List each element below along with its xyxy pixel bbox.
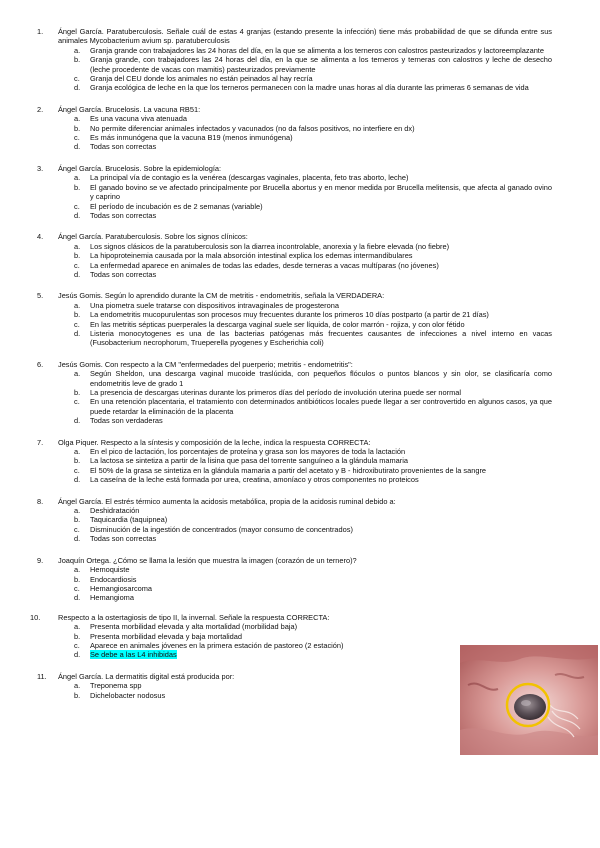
- option-b: [74, 574, 450, 584]
- option-a: [74, 447, 552, 457]
- option-a: [74, 506, 552, 516]
- option-letter: b.: [74, 456, 81, 466]
- question-number: 1.: [37, 27, 44, 36]
- option-c: [74, 74, 552, 84]
- question-text: Respecto a la ostertagiosis de tipo II, la invernal. Señale la respuesta CORRECTA:: [58, 612, 330, 622]
- option-letter: c.: [74, 524, 80, 534]
- option-letter: c.: [74, 583, 80, 593]
- option-letter: a.: [74, 681, 81, 691]
- option-text: Todas son correctas: [90, 210, 157, 220]
- heart-lesion-photo: [460, 645, 598, 755]
- option-list: [0, 46, 600, 93]
- option-text: El ganado bovino se ve afectado principalmente por Brucella abortus y en menor medida por Brucella melitensis, que afecta al ganado ovino y caprino: [90, 182, 552, 202]
- option-c: [74, 260, 552, 270]
- option-a: [74, 300, 552, 310]
- option-a: [74, 45, 552, 55]
- option-text: Es más inmunógena que la vacuna B19 (menos inmunógena): [90, 133, 293, 143]
- highlighted-answer: Se debe a las L4 inhibidas: [90, 650, 177, 660]
- question-number: 3.: [37, 163, 44, 173]
- option-text: Hemoquiste: [90, 565, 130, 575]
- question-text: Ángel García. Paratuberculosis. Señale cuál de estas 4 granjas (estando presente la infección) tiene más probabilidad de que se difunda entre sus animales Mycobacterium avium sp. paratuberculosis: [58, 27, 552, 46]
- question-text: Joaquín Ortega. ¿Cómo se llama la lesión que muestra la imagen (corazón de un ternero)?: [58, 555, 357, 565]
- option-b: [74, 310, 552, 320]
- option-text: La endometritis mucopurulentas son procesos muy frecuentes durante los primeros 10 días postparto (a partir de 21 días): [90, 310, 489, 320]
- option-c: [74, 133, 552, 143]
- option-letter: b.: [74, 55, 81, 65]
- option-text: En una retención placentaria, el tratamiento con determinados antibióticos locales puede llegar a ser controvertido en algunos casos, ya que puede retardar la eliminación de la placenta: [90, 397, 552, 416]
- option-letter: b.: [74, 515, 81, 525]
- question-number: 6.: [37, 359, 44, 369]
- option-d: [74, 142, 552, 152]
- option-a: [74, 173, 552, 183]
- question-number: 4.: [37, 232, 44, 242]
- option-text: No permite diferenciar animales infectados y vacunados (no da falsos positivos, no interfiere en dx): [90, 123, 415, 133]
- option-d: [74, 269, 552, 279]
- option-d: [74, 416, 552, 426]
- option-letter: c.: [74, 74, 80, 84]
- option-letter: c.: [74, 397, 80, 407]
- option-text: Disminución de la ingestión de concentrados (mayor consumo de concentrados): [90, 524, 353, 534]
- option-letter: a.: [74, 114, 81, 124]
- option-b: [74, 388, 552, 397]
- option-letter: a.: [74, 45, 81, 55]
- option-a: [74, 369, 552, 388]
- option-text: Treponema spp: [90, 681, 142, 691]
- option-letter: b.: [74, 388, 81, 397]
- option-text: La principal vía de contagio es la venérea (descargas vaginales, placenta, feto tras aborto, leche): [90, 173, 409, 183]
- question-1: [0, 27, 600, 93]
- option-b: [74, 456, 552, 466]
- option-text: La presencia de descargas uterinas durante los primeros días del período de involución uterina puede ser normal: [90, 388, 461, 397]
- option-list: [0, 565, 600, 603]
- option-text: El período de incubación es de 2 semanas (variable): [90, 201, 263, 211]
- option-letter: b.: [74, 631, 81, 641]
- option-letter: b.: [74, 310, 81, 320]
- option-text: Todas son correctas: [90, 142, 157, 152]
- option-d: [74, 475, 552, 485]
- option-letter: a.: [74, 241, 81, 251]
- option-a: [74, 241, 552, 251]
- option-text: La hipoproteinemia causada por la mala absorción intestinal explica los edemas intermandibulares: [90, 251, 413, 261]
- option-text: Granja del CEU donde los animales no están peinados al hay recría: [90, 74, 313, 84]
- question-number: 2.: [37, 104, 44, 114]
- question-4: [0, 232, 600, 279]
- option-letter: c.: [74, 201, 80, 211]
- option-text: La caseína de la leche está formada por urea, creatina, amoníaco y otros componentes no proteicos: [90, 475, 419, 485]
- option-letter: c.: [74, 319, 80, 329]
- question-number: 7.: [37, 437, 44, 447]
- option-list: [0, 447, 600, 485]
- option-text: Todas son correctas: [90, 269, 157, 279]
- option-letter: a.: [74, 447, 81, 457]
- option-text: En el pico de lactación, los porcentajes de proteína y grasa son los mayores de toda la lactación: [90, 447, 406, 457]
- option-d: [74, 650, 450, 660]
- question-list: [0, 27, 600, 712]
- question-number: 10.: [30, 612, 41, 622]
- option-letter: d.: [74, 328, 81, 338]
- option-list: [0, 369, 600, 425]
- option-letter: c.: [74, 465, 80, 475]
- option-text: Granja grande con trabajadores las 24 horas del día, en la que se alimenta a los terneros con calostros pasteurizados y lactoreemplazante: [90, 45, 544, 55]
- question-7: [0, 438, 600, 485]
- option-text: Granja ecológica de leche en la que los terneros permanecen con la madre unas horas al día durante las primeras 6 semanas de vida: [90, 83, 529, 93]
- option-letter: d.: [74, 475, 81, 485]
- option-list: [0, 301, 600, 348]
- option-text: Todas son correctas: [90, 534, 157, 544]
- option-a: [74, 565, 450, 575]
- option-letter: c.: [74, 260, 80, 270]
- option-text: Una piometra suele tratarse con dispositivos intravaginales de progesterona: [90, 300, 339, 310]
- question-6: [0, 360, 600, 426]
- question-number: 11.: [37, 671, 47, 681]
- option-text: Listeria monocytogenes es una de las bacterias patógenas más frecuentes causantes de infecciones a nivel interno en vacas (Fusobacterium necrophorum, Trueperella pyogenes y Escherichia coli): [90, 328, 552, 348]
- option-text: Presenta morbilidad elevada y baja mortalidad: [90, 631, 243, 641]
- option-c: [74, 201, 552, 211]
- option-letter: a.: [74, 565, 81, 575]
- option-letter: d.: [74, 269, 81, 279]
- option-text: Deshidratación: [90, 506, 140, 516]
- option-b: [74, 515, 552, 525]
- option-text: Es una vacuna viva atenuada: [90, 114, 187, 124]
- option-letter: b.: [74, 182, 81, 192]
- option-text: Aparece en animales jóvenes en la primera estación de pastoreo (2 estación): [90, 640, 344, 650]
- option-letter: c.: [74, 640, 80, 650]
- option-c: [74, 397, 552, 416]
- option-c: [74, 524, 552, 534]
- option-list: [0, 506, 600, 544]
- option-text: Los signos clásicos de la paratuberculosis son la diarrea incontrolable, anorexia y la fiebre elevada (no fiebre): [90, 241, 450, 251]
- option-b: [74, 631, 450, 641]
- question-2: [0, 105, 600, 152]
- option-c: [74, 583, 450, 593]
- option-letter: d.: [74, 210, 81, 220]
- option-list: [0, 173, 600, 220]
- question-number: 8.: [37, 496, 44, 506]
- option-d: [74, 534, 552, 544]
- option-letter: d.: [74, 534, 81, 544]
- option-text: Taquicardia (taquipnea): [90, 515, 168, 525]
- option-letter: d.: [74, 83, 81, 93]
- option-letter: b.: [74, 123, 81, 133]
- option-list: [0, 114, 600, 152]
- question-text: Ángel García. La dermatitis digital está producida por:: [58, 671, 235, 681]
- option-a: [74, 622, 450, 632]
- option-letter: a.: [74, 300, 81, 310]
- option-letter: d.: [74, 593, 81, 603]
- option-letter: b.: [74, 690, 81, 700]
- option-letter: a.: [74, 622, 81, 632]
- option-text: Presenta morbilidad elevada y alta mortalidad (morbilidad baja): [90, 622, 298, 632]
- option-d: [74, 328, 552, 348]
- option-text: La lactosa se sintetiza a partir de la lisina que pasa del torrente sanguíneo a la glándula mamaria: [90, 456, 408, 466]
- option-b: [74, 123, 552, 133]
- option-text: Según Sheldon, una descarga vaginal mucoide traslúcida, con pequeños flóculos o puntos blancos y sin olor, se clasificaría como endometritis leve de grado 1: [90, 369, 552, 388]
- option-c: [74, 319, 552, 329]
- question-number: 9.: [37, 555, 44, 565]
- question-text: Jesús Gomis. Con respecto a la CM "enfermedades del puerperio; metritis - endometritis":: [58, 359, 353, 369]
- option-b: [74, 55, 552, 74]
- option-c: [74, 465, 552, 475]
- option-letter: a.: [74, 173, 81, 183]
- option-text: Dichelobacter nodosus: [90, 690, 166, 700]
- option-list: [0, 242, 600, 280]
- option-text: Hemangiosarcoma: [90, 583, 153, 593]
- option-text: Todas son verdaderas: [90, 416, 163, 426]
- option-text: El 50% de la grasa se sintetiza en la glándula mamaria a partir del acetato y B - hidroxibutirato provenientes de la sangre: [90, 465, 487, 475]
- question-9: [0, 556, 600, 603]
- option-letter: b.: [74, 574, 81, 584]
- question-text: Olga Piquer. Respecto a la síntesis y composición de la leche, indica la respuesta CORRECTA:: [58, 437, 371, 447]
- question-text: Ángel García. Brucelosis. Sobre la epidemiología:: [58, 163, 222, 173]
- option-letter: c.: [74, 133, 80, 143]
- option-text: La enfermedad aparece en animales de todas las edades, desde terneras a vacas multíparas (no jóvenes): [90, 260, 439, 270]
- option-d: [74, 210, 552, 220]
- question-3: [0, 164, 600, 220]
- question-text: Jesús Gomis. Según lo aprendido durante la CM de metritis - endometritis, señala la VERDADERA:: [58, 291, 385, 301]
- option-letter: d.: [74, 416, 81, 426]
- option-d: [74, 593, 450, 603]
- option-text: Granja grande, con trabajadores las 24 horas del día, en la que se alimenta a los terneros y terneras con calostros y leche de desecho (leche procedente de vacas con mamitis) pasteurizados previamente: [90, 55, 552, 74]
- option-b: [74, 251, 552, 261]
- option-text: Hemangioma: [90, 593, 134, 603]
- question-text: Ángel García. Paratuberculosis. Sobre los signos clínicos:: [58, 232, 248, 242]
- option-text: Endocardiosis: [90, 574, 137, 584]
- question-number: 5.: [37, 291, 44, 301]
- option-letter: b.: [74, 251, 81, 261]
- option-letter: a.: [74, 369, 81, 379]
- option-a: [74, 114, 552, 124]
- option-letter: a.: [74, 506, 81, 516]
- option-b: [74, 182, 552, 202]
- option-c: [74, 640, 450, 650]
- heart-lesion-illustration: [460, 645, 598, 755]
- question-text: Ángel García. Brucelosis. La vacuna RB51:: [58, 104, 201, 114]
- question-text: Ángel García. El estrés térmico aumenta la acidosis metabólica, propia de la acidosis ruminal debido a:: [58, 496, 396, 506]
- option-d: [74, 83, 552, 93]
- option-letter: d.: [74, 650, 81, 660]
- option-text: En las metritis sépticas puerperales la descarga vaginal suele ser líquida, de color marrón - rojiza, y con olor fétido: [90, 319, 465, 329]
- question-5: [0, 291, 600, 347]
- question-8: [0, 497, 600, 544]
- option-letter: d.: [74, 142, 81, 152]
